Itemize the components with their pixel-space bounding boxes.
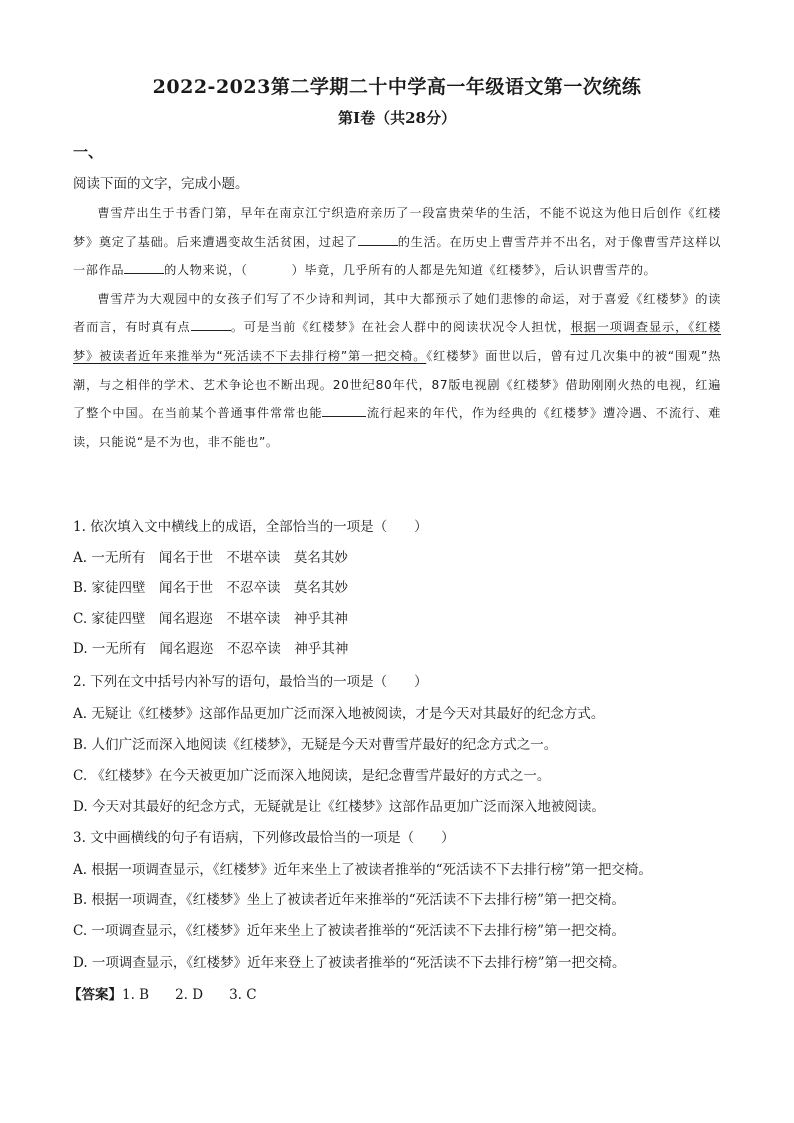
passage-text: 曹雪芹出生于书香门第，早年在南京江宁织造府亲历了一段富贵荣华的生活，不能不说这为他日后创作《红楼梦》奠定了基础。后来遭遇变故生活贫困，过起了 [73, 206, 721, 249]
passage-text: 的人物来说，（ [164, 263, 248, 278]
passage-text: 的生活。在历史上曹雪芹并不出名，对于像曹雪芹这样以一部作品 [73, 234, 721, 278]
passage-text: 曹雪芹为大观园中的女孩子们写了不少诗和判词，其中大都预示了她们悲惨的命运，对于喜爱《红楼梦》的读者而言，有时真有点 [73, 291, 721, 335]
q2-option-c: C. 《红楼梦》在今天被更加广泛而深入地阅读，是纪念曹雪芹最好的方式之一。 [73, 768, 551, 784]
question-2: 2. 下列在文中括号内补写的语句，最恰当的一项是（ ） [73, 674, 428, 690]
blank-line [124, 261, 164, 274]
answer-2: 2. D [175, 987, 204, 1003]
q1-option-b: B. 家徒四壁 闻名于世 不忍卒读 莫名其妙 [73, 580, 349, 596]
page-title: 2022-2023第二学期二十中学高一年级语文第一次统练 [152, 76, 642, 98]
q3-option-a: A. 根据一项调查显示，《红楼梦》近年来坐上了被读者推举的“死活读不下去排行榜”第一把交椅。 [73, 862, 652, 878]
reading-passage [73, 199, 721, 456]
passage-text: 流行起来的年代，作为经典的《红楼梦》遭冷遇、不流行、难读，只能说“是不为也，非不能也”。 [73, 406, 721, 449]
answer-key [68, 983, 718, 1003]
q2-option-d: D. 今天对其最好的纪念方式，无疑就是让《红楼梦》这部作品更加广泛而深入地被阅读。 [73, 799, 605, 815]
passage-paragraph-2 [73, 285, 721, 457]
section-number: 一、 [73, 143, 104, 161]
blank-line [322, 404, 366, 417]
question-1: 1. 依次填入文中横线上的成语，全部恰当的一项是（ ） [73, 519, 428, 535]
passage-text: 。可是当前《红楼梦》在社会人群中的阅读状况令人担忧， [230, 320, 571, 335]
answer-1: 1. B [122, 987, 150, 1003]
q1-option-a: A. 一无所有 闻名于世 不堪卒读 莫名其妙 [73, 550, 348, 566]
section-subtitle: 第I卷（共28分） [338, 109, 456, 127]
q3-option-b: B. 根据一项调查，《红楼梦》坐上了被读者近年来推举的“死活读不下去排行榜”第一把交椅。 [73, 892, 626, 908]
passage-text: 《红楼梦》面世以后，曾有过几次集中的被“围观”热潮，与之相伴的学术、艺术争论也不断出现。20世纪80年代，87版电视剧《红楼梦》借助刚刚火热的电视，红遍了整个中国。在当前某个普通事件常常也能 [73, 348, 721, 421]
q2-option-b: B. 人们广泛而深入地阅读《红楼梦》，无疑是今天对曹雪芹最好的纪念方式之一。 [73, 737, 558, 753]
answer-3: 3. C [229, 987, 257, 1003]
q3-option-d: D. 一项调查显示，《红楼梦》近年来登上了被读者推举的“死活读不下去排行榜”第一把交椅。 [73, 955, 626, 971]
blank-line [358, 233, 398, 246]
passage-text: ）毕竟，几乎所有的人都是先知道《红楼梦》，后认识曹雪芹的。 [291, 263, 657, 278]
reading-instruction: 阅读下面的文字，完成小题。 [73, 176, 249, 192]
q3-option-c: C. 一项调查显示，《红楼梦》近年来坐上了被读者推举的“死活读不下去排行榜”第一把交椅。 [73, 923, 625, 939]
q1-option-d: D. 一无所有 闻名遐迩 不忍卒读 神乎其神 [73, 641, 349, 657]
q1-option-c: C. 家徒四壁 闻名遐迩 不堪卒读 神乎其神 [73, 611, 348, 627]
answer-label: 【答案】 [68, 987, 122, 1003]
question-3: 3. 文中画横线的句子有语病，下列修改最恰当的一项是（ ） [73, 830, 455, 846]
q2-option-a: A. 无疑让《红楼梦》这部作品更加广泛而深入地被阅读，才是今天对其最好的纪念方式。 [73, 706, 605, 722]
underlined-sentence: 根据一项调查显示，《红楼梦》被读者近年来推举为“死活读不下去排行榜”第一把交椅。 [73, 320, 721, 363]
passage-paragraph-1 [73, 199, 721, 285]
blank-line [191, 318, 231, 331]
